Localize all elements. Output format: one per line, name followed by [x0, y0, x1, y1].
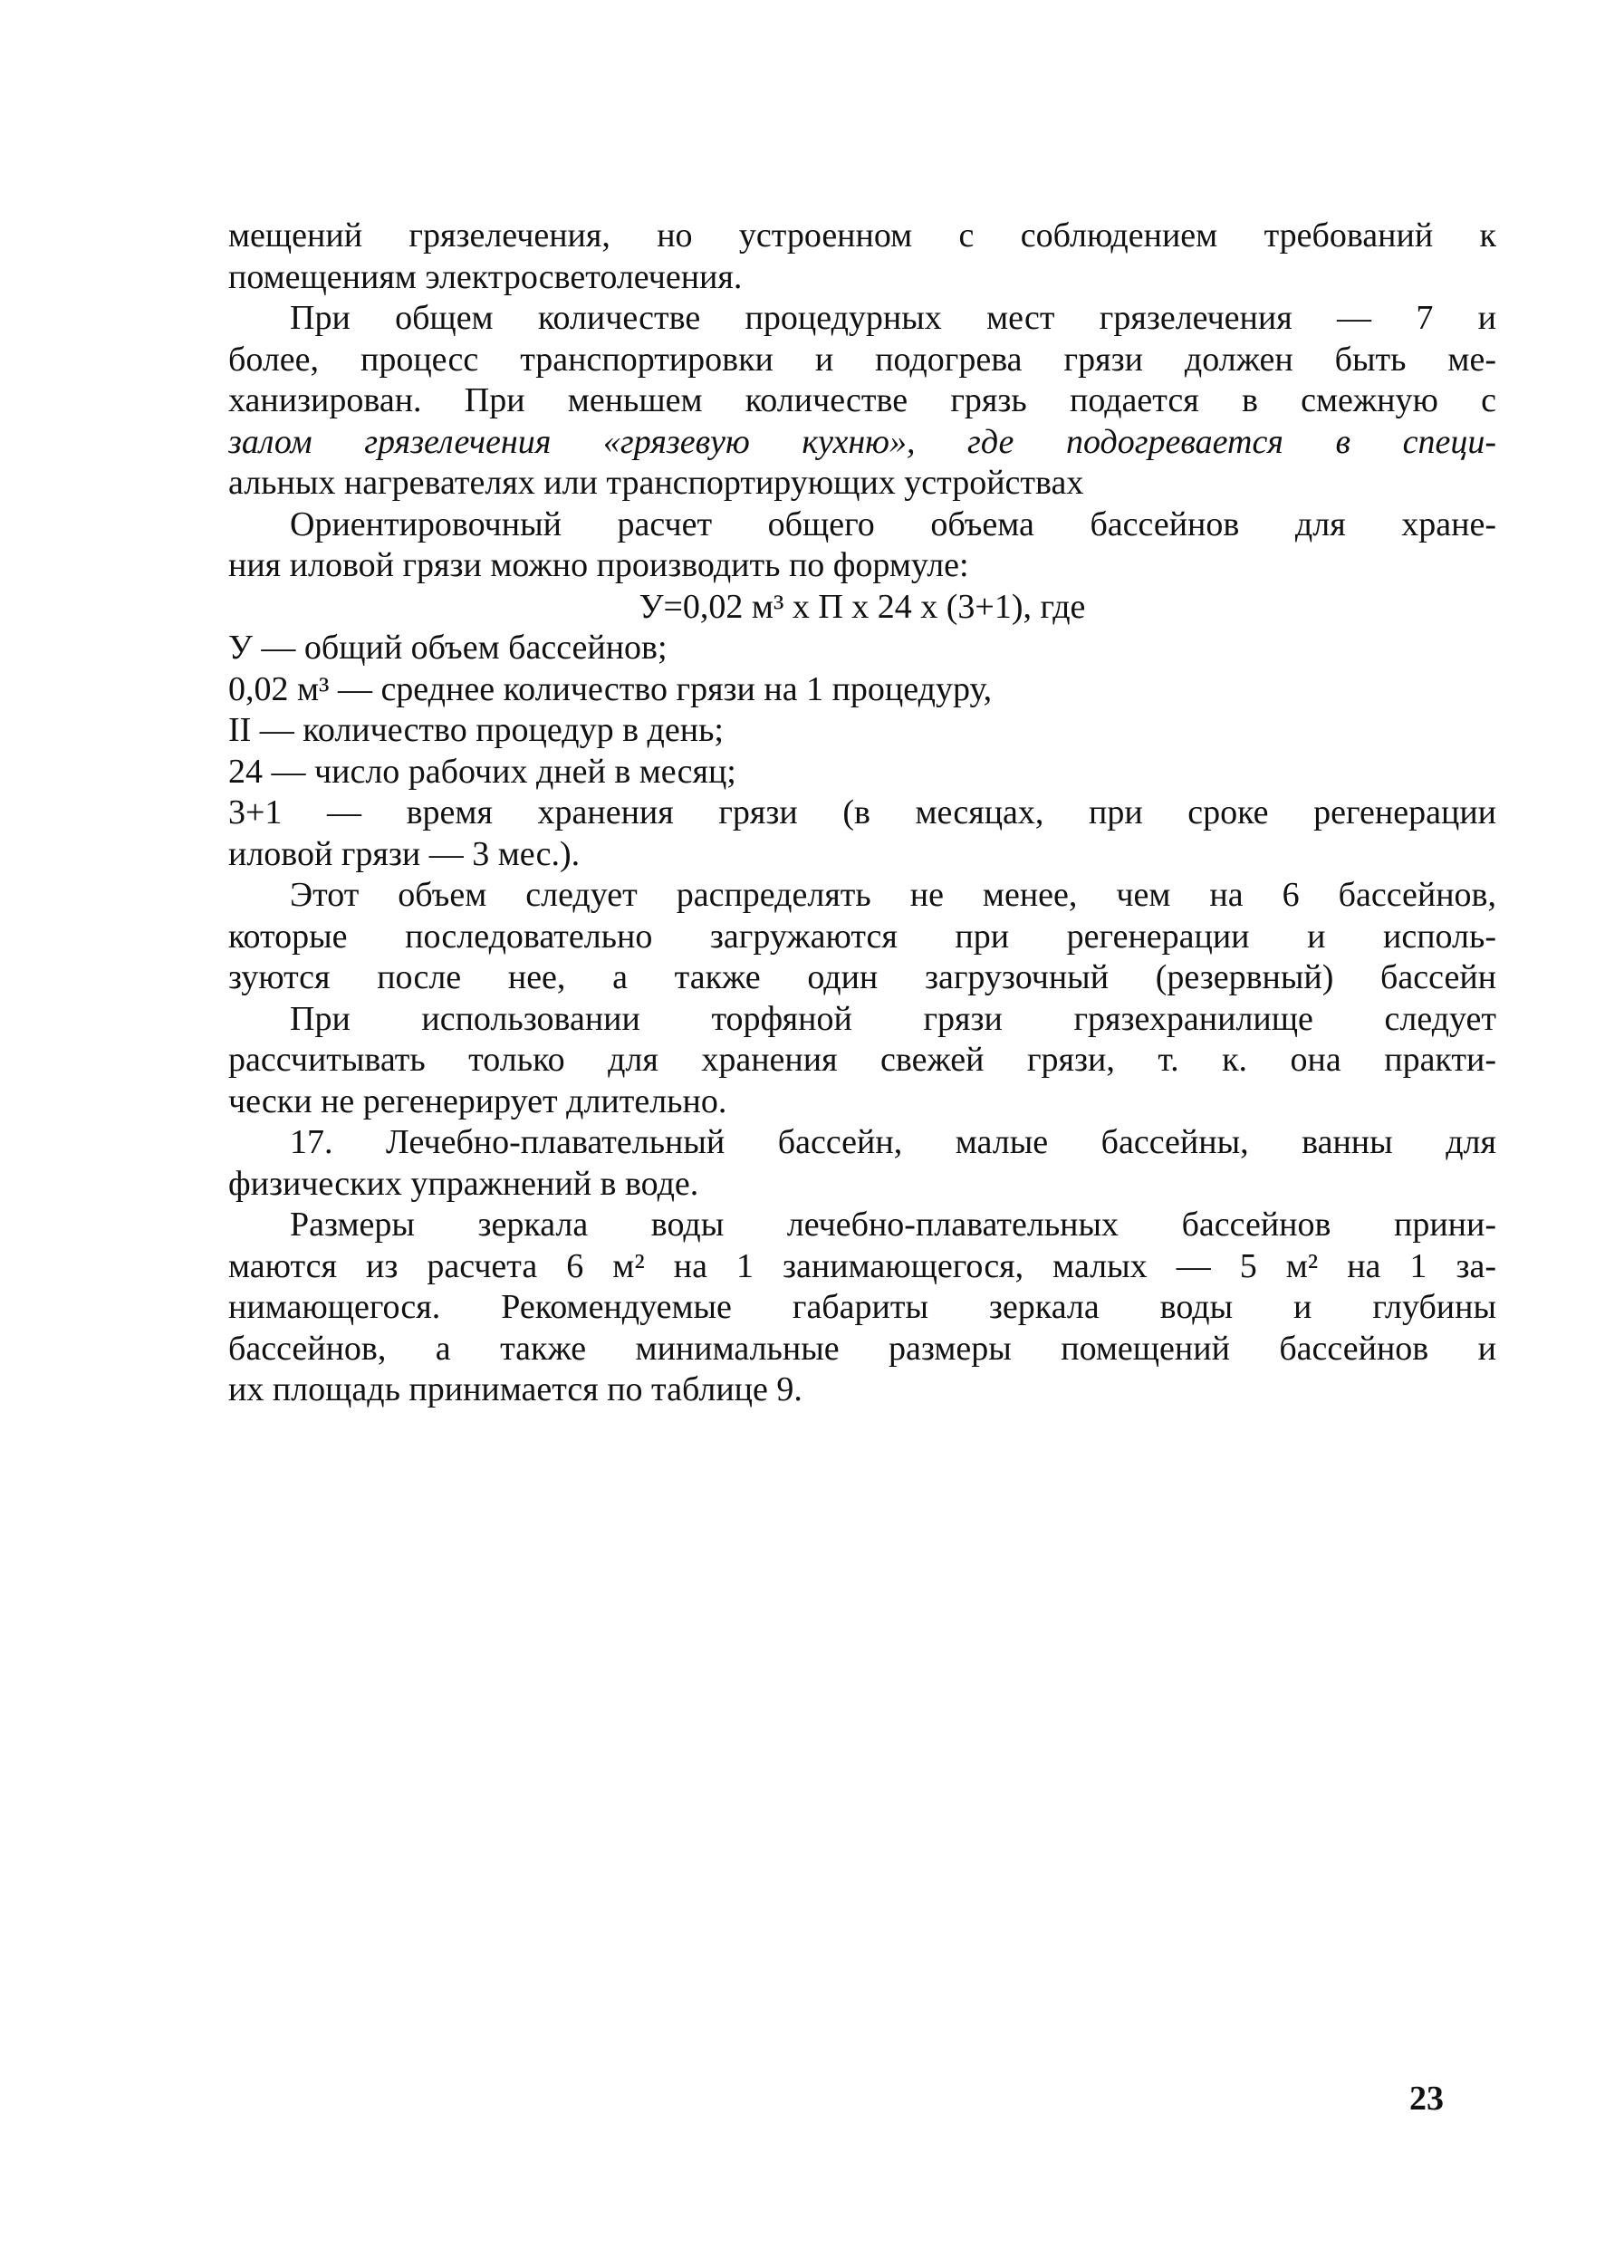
- text-line: При общем количестве процедурных мест грязелечения — 7 и: [290, 299, 1496, 337]
- text-line: ханизирован. При меньшем количестве грязь подается в смежную с: [228, 381, 1496, 419]
- text-line: Размеры зеркала воды лечебно-плавательных бассейнов прини-: [290, 1206, 1496, 1244]
- text-line: II — количество процедур в день;: [228, 711, 724, 749]
- text-line: Ориентировочный расчет общего объема бассейнов для хране-: [290, 505, 1496, 543]
- page-number: 23: [1409, 2080, 1444, 2118]
- text-line: их площадь принимается по таблице 9.: [228, 1370, 802, 1408]
- text-line: 3+1 — время хранения грязи (в месяцах, при сроке регенерации: [228, 793, 1496, 831]
- text-line: иловой грязи — 3 мес.).: [228, 834, 581, 873]
- formula: У=0,02 м³ x П x 24 x (3+1), где: [639, 587, 1086, 626]
- section-heading-17: 17. Лечебно-плавательный бассейн, малые бассейны, ванны для: [290, 1123, 1496, 1161]
- text-line: бассейнов, а также минимальные размеры помещений бассейнов и: [228, 1329, 1496, 1368]
- text-line: чески не регенерирует длительно.: [228, 1081, 727, 1120]
- text-line: 24 — число рабочих дней в месяц;: [228, 752, 736, 791]
- text-line: мещений грязелечения, но устроенном с соблюдением требований к: [228, 216, 1496, 255]
- text-line: ния иловой грязи можно производить по формуле:: [228, 546, 969, 584]
- text-line: рассчитывать только для хранения свежей грязи, т. к. она практи-: [228, 1041, 1496, 1079]
- text-line: 0,02 м³ — среднее количество грязи на 1 процедуру,: [228, 669, 993, 708]
- text-line: При использовании торфяной грязи грязехранилище следует: [290, 999, 1496, 1038]
- text-line: зуются после нее, а также один загрузочный (резервный) бассейн: [228, 958, 1496, 996]
- text-line: физических упражнений в воде.: [228, 1164, 699, 1203]
- text-line: помещениям электросветолечения.: [228, 257, 743, 296]
- text-line: маются из расчета 6 м² на 1 занимающегося, малых — 5 м² на 1 за-: [228, 1246, 1496, 1285]
- text-line: которые последовательно загружаются при регенерации и исполь-: [228, 917, 1496, 956]
- text-line: нимающегося. Рекомендуемые габариты зеркала воды и глубины: [228, 1288, 1496, 1326]
- text-line: залом грязелечения «грязевую кухню», где подогревается в специ-: [228, 422, 1496, 461]
- text-line: Этот объем следует распределять не менее, чем на 6 бассейнов,: [290, 876, 1496, 914]
- body-text: [228, 216, 1496, 1411]
- text-line: альных нагревателях или транспортирующих устройствах: [228, 464, 1084, 502]
- text-line: более, процесс транспортировки и подогрева грязи должен быть ме-: [228, 340, 1496, 379]
- text-line: У — общий объем бассейнов;: [228, 629, 668, 667]
